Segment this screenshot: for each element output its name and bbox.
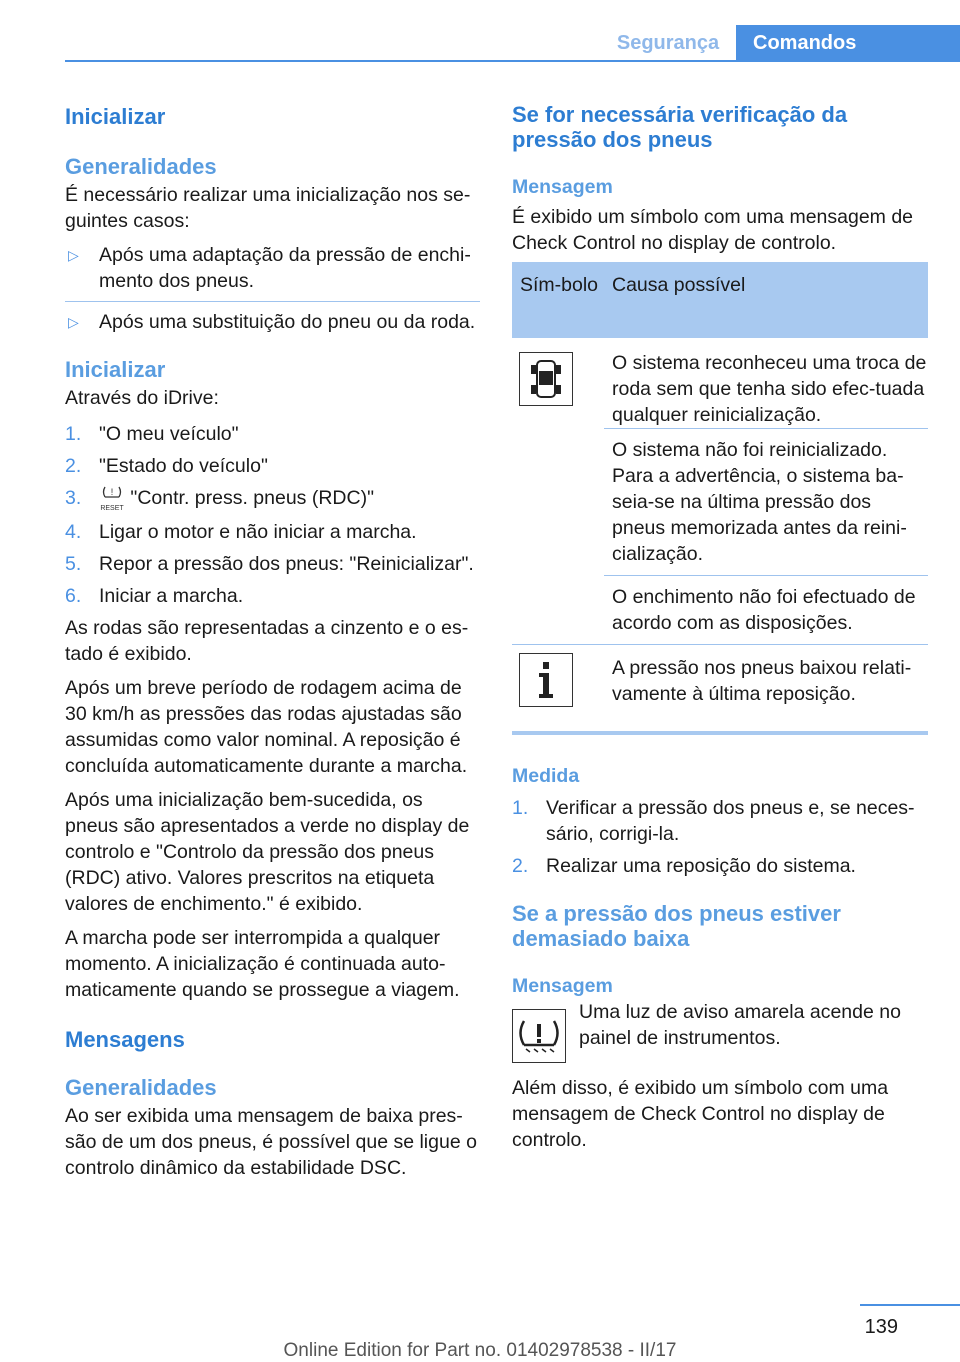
subsection-title: Generalidades bbox=[65, 1075, 217, 1100]
table-bottom-rule bbox=[512, 731, 928, 735]
step-item: 3. ! RESET "Contr. press. pneus (RDC)" bbox=[65, 487, 375, 512]
paragraph: É exibido um símbolo com uma mensagem de Check Control no display de controlo. bbox=[512, 206, 914, 254]
left-column bbox=[65, 100, 480, 1181]
message-table bbox=[512, 262, 928, 723]
paragraph: A marcha pode ser interrompida a qualquer momento. A inicialização é continuada auto-maticamente quando se prossegue a viagem. bbox=[65, 927, 460, 1001]
section-title: Inicializar bbox=[65, 104, 166, 129]
step-item: 2. Realizar uma reposição do sistema. bbox=[512, 855, 856, 877]
paragraph: Após um breve período de rodagem acima de 30 km/h as pressões das rodas ajustadas são assumidas como valor nominal. A reposição é concluída automaticamente durante a marcha. bbox=[65, 677, 468, 777]
paragraph: As rodas são representadas a cinzento e o es-tado é exibido. bbox=[65, 617, 469, 665]
tire-pressure-reset-icon: ! RESET bbox=[100, 487, 124, 512]
section-title: Se for necessária verificação da pressão dos pneus bbox=[512, 102, 848, 152]
tab-comandos[interactable]: Comandos bbox=[736, 25, 960, 62]
subsection-title: Generalidades bbox=[65, 154, 217, 179]
table-cell-cause: O sistema não foi reinicializado. Para a advertência, o sistema ba-seia-se na última pressão dos pneus memorizada antes da reini-cialização. bbox=[604, 429, 928, 576]
page-number: 139 bbox=[864, 1316, 898, 1338]
list-item: ▷ Após uma adaptação da pressão de enchi-mento dos pneus. bbox=[68, 244, 471, 292]
paragraph: Através do iDrive: bbox=[65, 387, 219, 409]
step-item: 1. Verificar a pressão dos pneus e, se neces-sário, corrigi-la. bbox=[512, 797, 915, 845]
table-cell-cause: O enchimento não foi efectuado de acordo com as disposições. bbox=[604, 576, 928, 645]
step-item: 6. Iniciar a marcha. bbox=[65, 585, 244, 607]
step-item: 1. "O meu veículo" bbox=[65, 423, 239, 445]
triangle-bullet-icon: ▷ bbox=[68, 314, 79, 330]
table-header-row bbox=[512, 262, 928, 338]
table-cell-cause: A pressão nos pneus baixou relati-vamente à última reposição. bbox=[612, 657, 912, 705]
paragraph: Após uma inicialização bem-sucedida, os pneus são apresentados a verde no display de controlo e "Controlo da pressão dos pneus (RDC) ativo. Valores prescritos na etiqueta valores de enchimento." é exibido. bbox=[65, 789, 470, 915]
step-item: 4. Ligar o motor e não iniciar a marcha. bbox=[65, 521, 417, 543]
subsection-title: Inicializar bbox=[65, 357, 166, 382]
step-item: 2. "Estado do veículo" bbox=[65, 455, 268, 477]
list-item: ▷ Após uma substituição do pneu ou da roda. bbox=[68, 311, 476, 333]
header-rule bbox=[65, 60, 960, 62]
footer-edition: Online Edition for Part no. 01402978538 - II/17 bbox=[283, 1340, 677, 1361]
paragraph: É necessário realizar uma inicialização nos se-guintes casos: bbox=[65, 184, 471, 232]
svg-text:!: ! bbox=[110, 487, 114, 497]
step-item: 5. Repor a pressão dos pneus: "Reinicializar". bbox=[65, 553, 474, 575]
divider bbox=[65, 301, 480, 302]
triangle-bullet-icon: ▷ bbox=[68, 247, 79, 263]
table-row bbox=[512, 645, 928, 724]
tire-pressure-warning-icon bbox=[512, 1009, 566, 1063]
table-header-cause: Causa possível bbox=[604, 262, 928, 338]
table-cell-cause: O sistema reconheceu uma troca de roda sem que tenha sido efec-tuada qualquer reinicialização. bbox=[612, 352, 927, 426]
paragraph: Uma luz de aviso amarela acende no painel de instrumentos. bbox=[579, 1001, 901, 1049]
table-row bbox=[512, 338, 928, 429]
paragraph: Ao ser exibida uma mensagem de baixa pres-são de um dos pneus, é possível que se ligue o controlo dinâmico da estabilidade DSC. bbox=[65, 1105, 477, 1179]
section-title: Mensagens bbox=[65, 1027, 185, 1052]
table-header-symbol: Sím-bolo bbox=[512, 262, 604, 338]
right-column bbox=[512, 100, 928, 1153]
subsection-title: Medida bbox=[512, 765, 580, 787]
table-row bbox=[512, 576, 928, 645]
subsection-title: Mensagem bbox=[512, 176, 613, 198]
table-row bbox=[512, 429, 928, 576]
tab-seguranca[interactable]: Segurança bbox=[616, 32, 720, 54]
footer-rule bbox=[860, 1304, 960, 1306]
car-tire-change-icon bbox=[519, 352, 573, 406]
subsection-title: Mensagem bbox=[512, 975, 613, 997]
info-icon bbox=[519, 653, 573, 707]
section-title: Se a pressão dos pneus estiver demasiado baixa bbox=[512, 901, 841, 951]
paragraph: Além disso, é exibido um símbolo com uma mensagem de Check Control no display de controlo. bbox=[512, 1077, 889, 1151]
